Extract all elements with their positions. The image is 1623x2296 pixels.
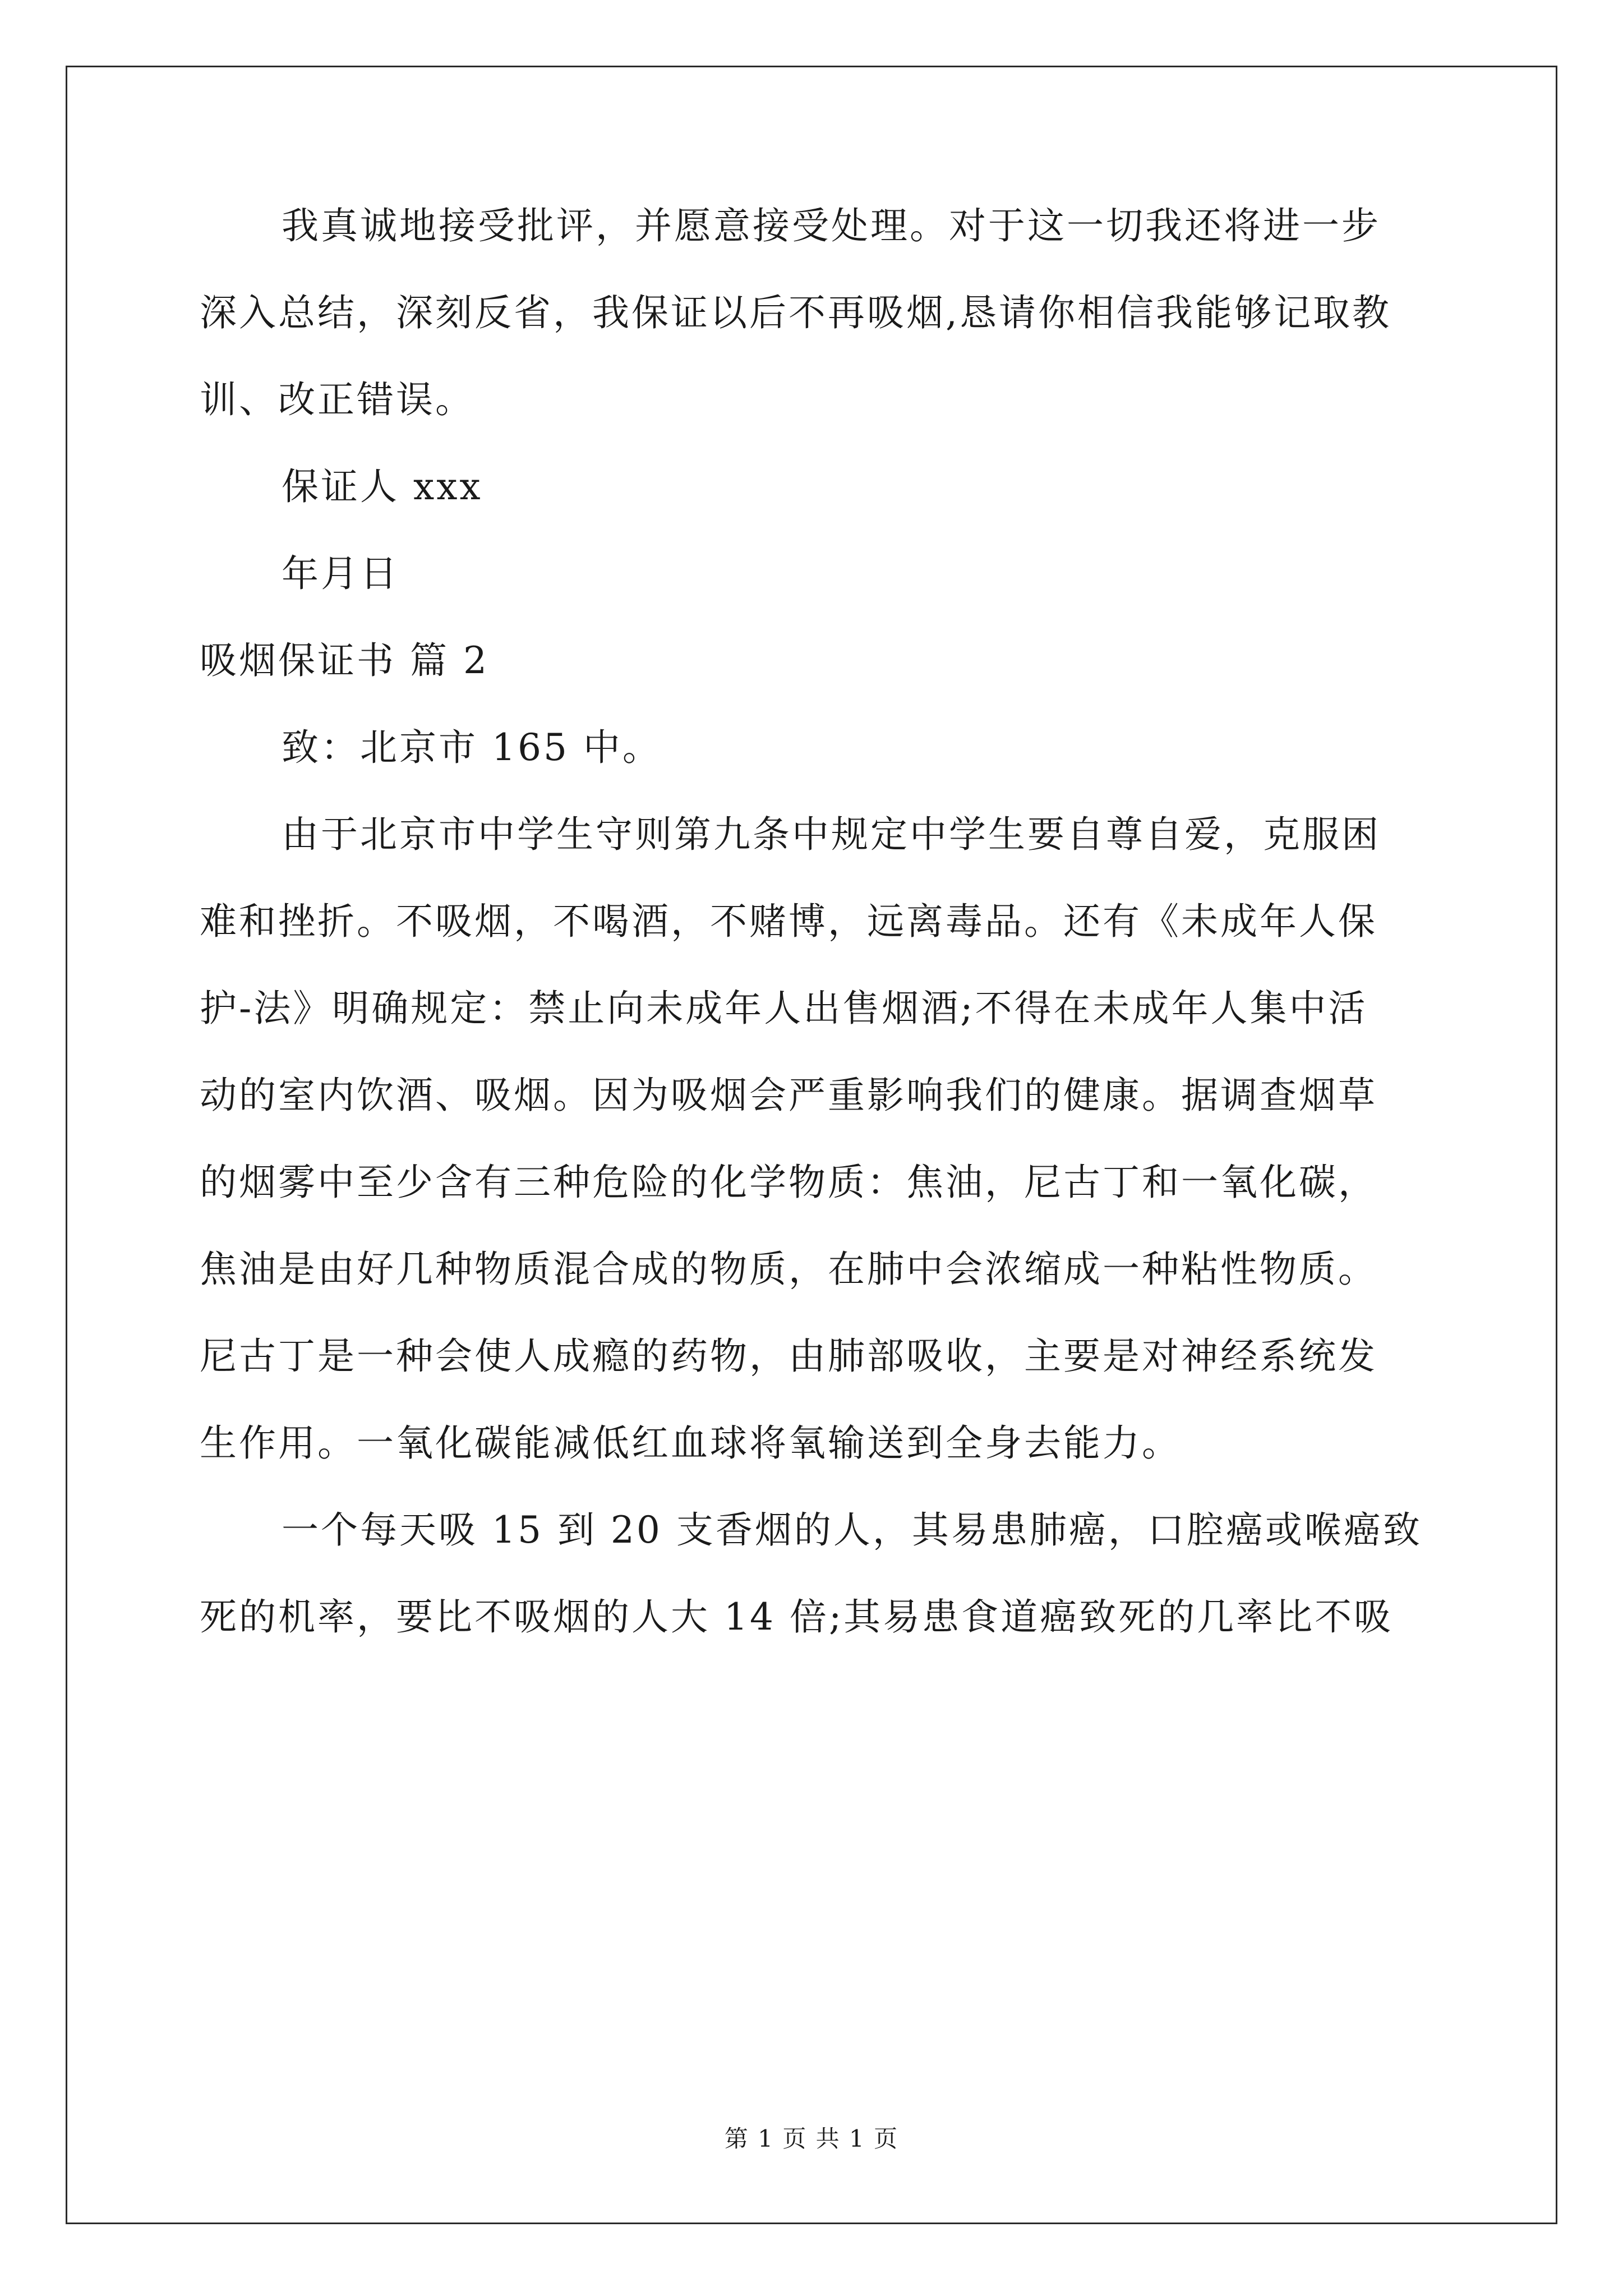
paragraph-line: 焦油是由好几种物质混合成的物质，在肺中会浓缩成一种粘性物质。 (200, 1248, 1377, 1291)
document-body (200, 204, 1433, 1686)
paragraph-line: 我真诚地接受批评，并愿意接受处理。对于这一切我还将进一步 (282, 204, 1381, 247)
paragraph-line: 生作用。一氧化碳能减低红血球将氧输送到全身去能力。 (200, 1421, 1181, 1465)
paragraph-line: 一个每天吸 15 到 20 支香烟的人，其易患肺癌，口腔癌或喉癌致 (282, 1508, 1422, 1552)
paragraph-line: 训、改正错误。 (200, 378, 474, 421)
paragraph-line: 难和挫折。不吸烟，不喝酒，不赌博，远离毒品。还有《未成年人保 (200, 900, 1377, 943)
page-footer: 第 1 页 共 1 页 (724, 2125, 899, 2152)
section-heading: 吸烟保证书 篇 2 (200, 639, 489, 682)
paragraph-line: 深入总结，深刻反省，我保证以后不再吸烟,恳请你相信我能够记取教 (200, 291, 1391, 334)
paragraph-line: 尼古丁是一种会使人成瘾的药物，由肺部吸收，主要是对神经系统发 (200, 1335, 1377, 1378)
paragraph-line: 的烟雾中至少含有三种危险的化学物质：焦油，尼古丁和一氧化碳， (200, 1161, 1377, 1204)
signature-line: 保证人 xxx (282, 465, 483, 508)
paragraph-line: 动的室内饮酒、吸烟。因为吸烟会严重影响我们的健康。据调查烟草 (200, 1074, 1377, 1117)
paragraph-line: 死的机率，要比不吸烟的人大 14 倍;其易患食道癌致死的几率比不吸 (200, 1595, 1394, 1639)
paragraph-line: 由于北京市中学生守则第九条中规定中学生要自尊自爱，克服困 (282, 813, 1381, 856)
paragraph-line: 护-法》明确规定：禁止向未成年人出售烟酒;不得在未成年人集中活 (200, 987, 1368, 1030)
addressee-line: 致：北京市 165 中。 (282, 726, 662, 769)
date-line: 年月日 (282, 552, 399, 595)
